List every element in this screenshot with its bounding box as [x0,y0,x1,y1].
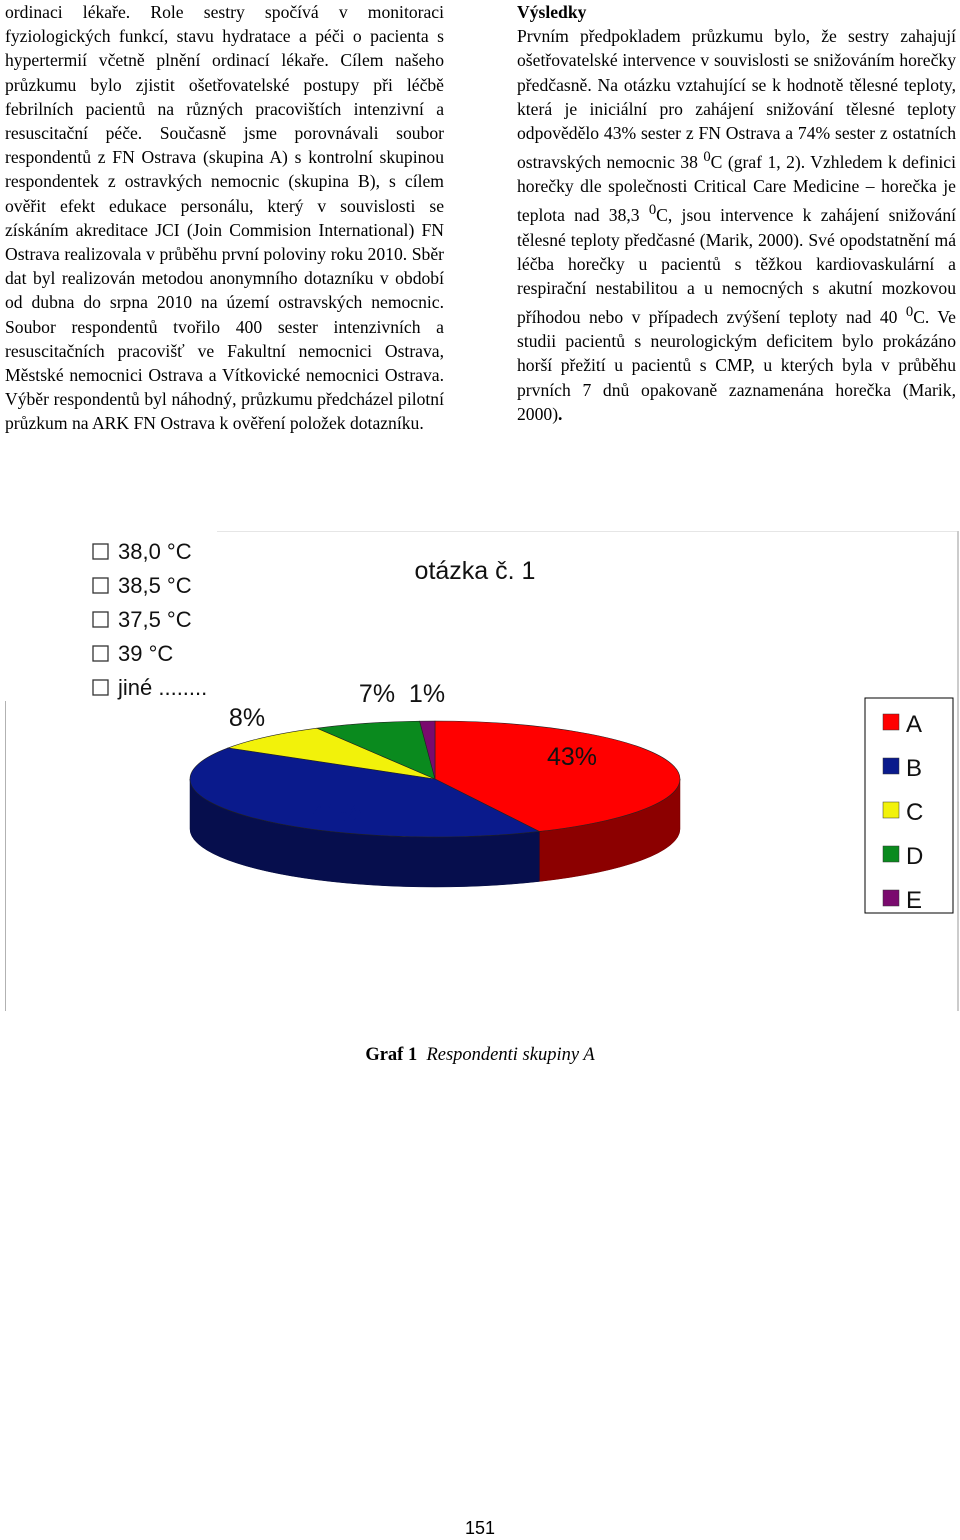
right-text-column [517,0,956,426]
pie-label-C: 8% [228,704,266,732]
pie-label-A: 43% [546,743,598,771]
option-checkbox [93,646,108,661]
option-label: 38,5 °C [118,573,192,598]
legend-label-E: E [906,887,923,914]
option-checkbox [93,612,108,627]
pie-label-B: 41% [311,799,363,827]
option-checkbox [93,578,108,593]
pie-label-E: 1% [408,680,446,708]
legend-swatch-B [883,758,899,774]
figure-caption: Graf 1 Respondenti skupiny A [365,1045,595,1065]
legend-label-B: B [906,755,923,782]
left-text-column [5,0,444,436]
pie-chart-figure [5,531,960,1011]
option-label: jiné ........ [118,675,208,700]
legend-swatch-E [883,890,899,906]
legend-label-C: C [906,799,924,826]
results-paragraph: Prvním předpokladem průzkumu bylo, že sestry zahajují ošetřovatelské intervence v souvislosti se snižováním horečky předčasně. Na otázku vztahující se k hodnotě tělesné teploty, která je iniciální pro zahájení snižování tělesné teploty odpovědělo 43% sester z FN Ostrava a 74% sester z ostatních ostravských nemocnic 38 $^0$C (graf 1, 2). Vzhledem k definici horečky dle společnosti Critical Care Medicine – horečka je teplota nad 38,3 $^0$C, jsou intervence k zahájení snižování tělesné teploty předčasné (Marik, 2000). Své opodstatnění má léčba horečky u pacientů s těžkou kardiovaskulární a respirační nestabilitou a u nemocných s akutní mozkovou příhodou nebo v případech zvýšení teploty nad 40 $^0$C. Ve studii pacientů s neurologickým deficitem bylo prokázáno horší přežití u pacientů s CMP, u kterých byla v průběhu prvních 7 dnů opakovaně zaznamenána horečka (Marik, 2000). [517,26,957,424]
option-checkbox [93,680,108,695]
chart-legend [865,698,953,914]
option-label: 37,5 °C [118,607,192,632]
chart-title: otázka č. 1 [414,557,536,585]
legend-swatch-C [883,802,899,818]
option-label: 38,0 °C [118,539,192,564]
legend-swatch-A [883,714,899,730]
option-checkbox [93,544,108,559]
pie-label-D: 7% [358,680,396,708]
pie-slices [190,721,680,837]
legend-label-A: A [906,711,923,738]
legend-label-D: D [906,843,924,870]
option-label: 39 °C [118,641,174,666]
legend-swatch-D [883,846,899,862]
page-number: 151 [464,1518,496,1538]
body-paragraph: ordinaci lékaře. Role sestry spočívá v monitoraci fyziologických funkcí, stavu hydratace a péči o pacienta s hypertermií včetně plnění ordinací lékaře. Cílem našeho průzkumu bylo zjistit ošetřovatelské postupy při léčbě febrilních pacientů na různých pracovištích intenzivní a resuscitační péče. Současně jsme porovnávali soubor respondentů z FN Ostrava (skupina A) s kontrolní skupinou respondentek z ostravkých nemocnic (skupina B), s cílem ověřit efekt edukace personálu, který v souvislosti se získáním akreditace JCI (Join Commision International) FN Ostrava realizovala v průběhu první poloviny roku 2010. Sběr dat byl realizován metodou anonymního dotazníku v období od dubna do srpna 2010 na území ostravských nemocnic. Soubor respondentů tvořilo 400 sester intenzivních a resuscitačních pracovišť ve Fakultní nemocnici Ostrava, Městské nemocnici Ostrava a Vítkovické nemocnici Ostrava. Výběr respondentů byl náhodný, průzkumu předcházel pilotní průzkum na ARK FN Ostrava k ověření položek dotazníku. [5,2,444,434]
section-heading: Výsledky [517,2,587,22]
questionnaire-options-panel [5,531,217,701]
